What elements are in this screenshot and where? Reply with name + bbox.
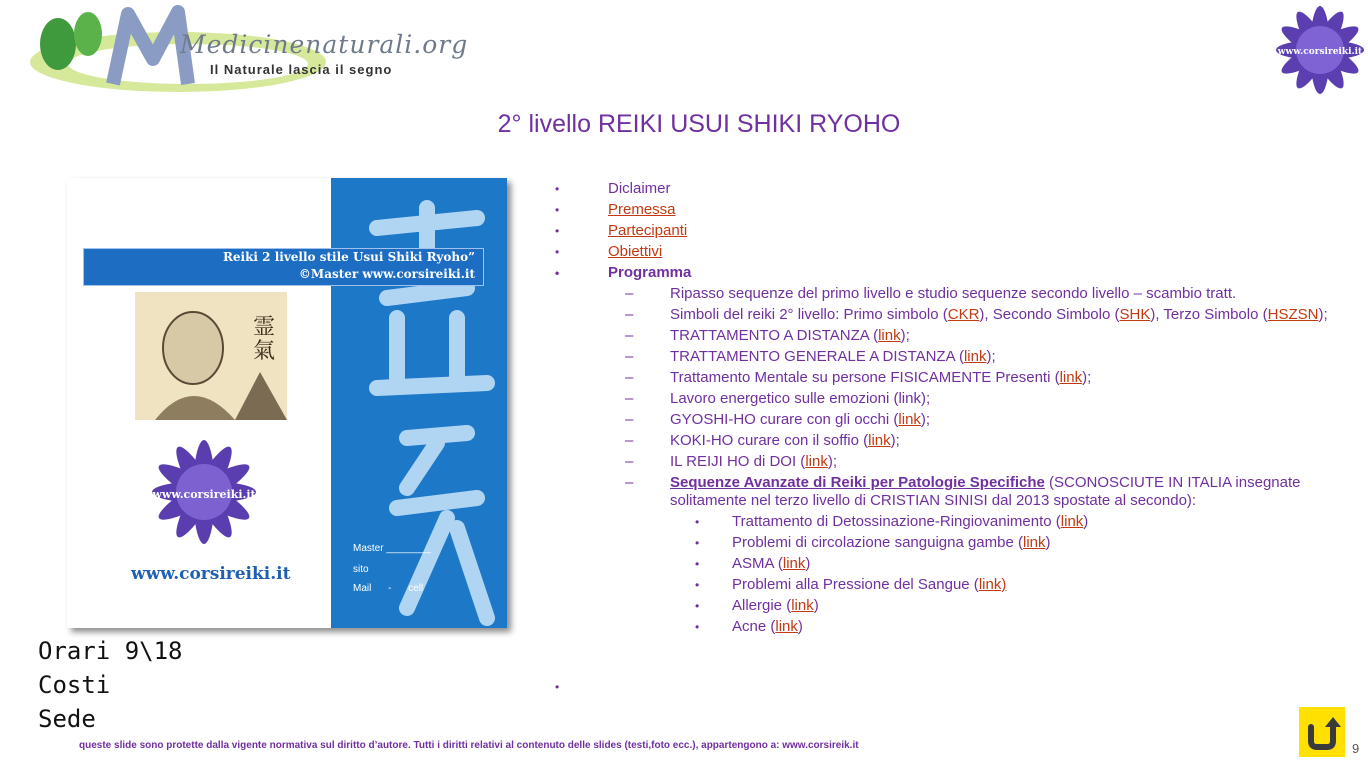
return-arrow-icon bbox=[1299, 707, 1345, 757]
item-close: ); bbox=[900, 327, 910, 344]
course-cover-image bbox=[67, 178, 507, 628]
list-item bbox=[555, 453, 1345, 471]
list-item bbox=[555, 390, 1345, 408]
obiettivi-link[interactable]: Obiettivi bbox=[608, 243, 663, 260]
simboli-text: ), Secondo Simbolo ( bbox=[979, 306, 1120, 323]
koki-text: KOKI-HO curare con il soffio ( bbox=[670, 432, 869, 449]
item-close: ); bbox=[890, 432, 900, 449]
svg-text:霊: 霊 bbox=[253, 315, 276, 340]
tratt-mentale-link[interactable]: link bbox=[1059, 369, 1083, 386]
list-item bbox=[555, 534, 1345, 552]
shk-link[interactable]: SHK bbox=[1119, 306, 1151, 323]
cover-sito-label: sito bbox=[353, 564, 369, 575]
location-text: Sede bbox=[38, 705, 96, 733]
simboli-text: Simboli del reiki 2° livello: Primo simbolo ( bbox=[670, 306, 948, 323]
list-item bbox=[555, 369, 1345, 387]
list-item bbox=[555, 306, 1345, 324]
list-item bbox=[555, 411, 1345, 429]
tratt-generale-link[interactable]: link bbox=[963, 348, 987, 365]
usui-portrait-photo bbox=[135, 292, 287, 420]
item-close: ); bbox=[986, 348, 996, 365]
asma-link[interactable]: link bbox=[782, 555, 806, 572]
logo-tagline: Il Naturale lascia il segno bbox=[210, 62, 393, 77]
detox-text: Trattamento di Detossinazione-Ringiovanimento ( bbox=[732, 513, 1061, 530]
list-item bbox=[555, 285, 1345, 303]
ripasso-text: Ripasso sequenze del primo livello e studio sequenze secondo livello – scambio tratt. bbox=[670, 285, 1237, 302]
cover-master-label: Master ________ bbox=[353, 543, 431, 554]
sequenze-text: (SCONOSCIUTE IN ITALIA insegnate solitamente nel terzo livello di CRISTIAN SINISI dal 2013 spostate al secondo): bbox=[670, 474, 1301, 509]
item-close: ); bbox=[920, 411, 931, 428]
svg-text:www.corsireiki.it: www.corsireiki.it bbox=[1277, 47, 1363, 57]
corsireiki-badge bbox=[1262, 4, 1368, 96]
pressione-text: Problemi alla Pressione del Sangue ( bbox=[732, 576, 979, 593]
item-close: ) bbox=[1083, 513, 1089, 530]
simboli-text: ), Terzo Simbolo ( bbox=[1150, 306, 1268, 323]
asma-text: ASMA ( bbox=[732, 555, 783, 572]
hours-text: Orari 9\18 bbox=[38, 637, 183, 665]
costs-text: Costi bbox=[38, 671, 111, 699]
flower-icon bbox=[1262, 4, 1368, 96]
svg-text:氣: 氣 bbox=[253, 339, 276, 364]
koki-link[interactable]: link bbox=[868, 432, 891, 449]
list-item bbox=[555, 555, 1345, 573]
list-item bbox=[555, 432, 1345, 450]
tratt-distanza-text: TRATTAMENTO A DISTANZA ( bbox=[670, 327, 879, 344]
list-item bbox=[555, 180, 1345, 198]
ckr-link[interactable]: CKR bbox=[947, 306, 980, 323]
list-item bbox=[555, 222, 1345, 240]
list-item bbox=[555, 597, 1345, 615]
copyright-footer: queste slide sono protette dalla vigente normativa sul diritto d’autore. Tutti i diritti relativi al contenuto delle slides (testi,foto ecc.), appartengono a: www.corsireik.it bbox=[79, 740, 859, 751]
reiji-text: IL REIJI HO di DOI ( bbox=[670, 453, 806, 470]
item-close: ) bbox=[805, 555, 811, 572]
acne-link[interactable]: link bbox=[775, 618, 798, 635]
tratt-distanza-link[interactable]: link bbox=[878, 327, 901, 344]
list-item bbox=[555, 201, 1345, 219]
list-item bbox=[555, 348, 1345, 366]
slide-title: 2° livello REIKI USUI SHIKI RYOHO bbox=[497, 110, 901, 138]
cover-title-band bbox=[83, 248, 484, 286]
list-item bbox=[555, 264, 1345, 282]
cover-cell-label: cell bbox=[408, 583, 424, 594]
sequenze-title[interactable]: Sequenze Avanzate di Reiki per Patologie Specifiche bbox=[670, 474, 1045, 491]
cover-site-url: www.corsireiki.it bbox=[131, 564, 291, 584]
svg-text:www.corsireiki.it: www.corsireiki.it bbox=[152, 488, 256, 501]
circolazione-link[interactable]: link bbox=[1023, 534, 1046, 551]
lavoro-energetico-text: Lavoro energetico sulle emozioni (link); bbox=[670, 390, 931, 407]
list-item bbox=[555, 243, 1345, 261]
back-button[interactable] bbox=[1299, 707, 1345, 757]
pressione-link[interactable]: link) bbox=[978, 576, 1007, 593]
tratt-generale-text: TRATTAMENTO GENERALE A DISTANZA ( bbox=[670, 348, 964, 365]
logo-text: Medicinenaturali.org bbox=[180, 30, 469, 59]
gyoshi-link[interactable]: link bbox=[898, 411, 921, 428]
empty-bullet: • bbox=[555, 680, 560, 694]
item-close: ); bbox=[1082, 369, 1092, 386]
hszsn-link[interactable]: HSZSN bbox=[1267, 306, 1319, 323]
reiji-link[interactable]: link bbox=[805, 453, 828, 470]
detox-link[interactable]: link bbox=[1060, 513, 1084, 530]
item-close: ) bbox=[797, 618, 803, 635]
simboli-text: ); bbox=[1318, 306, 1328, 323]
portrait-icon bbox=[135, 292, 287, 420]
gyoshi-text: GYOSHI-HO curare con gli occhi ( bbox=[670, 411, 899, 428]
list-item bbox=[555, 327, 1345, 345]
course-outline-list bbox=[555, 180, 1345, 639]
cover-flower-logo bbox=[129, 436, 279, 556]
circolazione-text: Problemi di circolazione sanguigna gambe ( bbox=[732, 534, 1023, 551]
list-item bbox=[555, 474, 1345, 510]
item-close: ) bbox=[1045, 534, 1051, 551]
partecipanti-link[interactable]: Partecipanti bbox=[608, 222, 688, 239]
acne-text: Acne ( bbox=[732, 618, 776, 635]
list-item bbox=[555, 618, 1345, 636]
allergie-link[interactable]: link bbox=[791, 597, 814, 614]
cover-mail-row bbox=[353, 583, 423, 594]
cover-band-line2: ©Master www.corsireiki.it bbox=[298, 267, 475, 281]
item-close: ) bbox=[813, 597, 819, 614]
cover-band-line1: Reiki 2 livello stile Usui Shiki Ryoho” bbox=[222, 250, 475, 264]
list-item bbox=[555, 576, 1345, 594]
item-close: ); bbox=[827, 453, 837, 470]
allergie-text: Allergie ( bbox=[732, 597, 792, 614]
premessa-link[interactable]: Premessa bbox=[608, 201, 676, 218]
tratt-mentale-text: Trattamento Mentale su persone FISICAMENTE Presenti ( bbox=[670, 369, 1060, 386]
cover-mail-label: Mail bbox=[353, 583, 372, 594]
disclaimer-text: Diclaimer bbox=[608, 180, 671, 197]
list-item bbox=[555, 513, 1345, 531]
cover-dash-label: - bbox=[388, 583, 392, 594]
programma-heading: Programma bbox=[608, 264, 692, 281]
page-number: 9 bbox=[1352, 741, 1360, 756]
flower-icon bbox=[129, 436, 279, 556]
